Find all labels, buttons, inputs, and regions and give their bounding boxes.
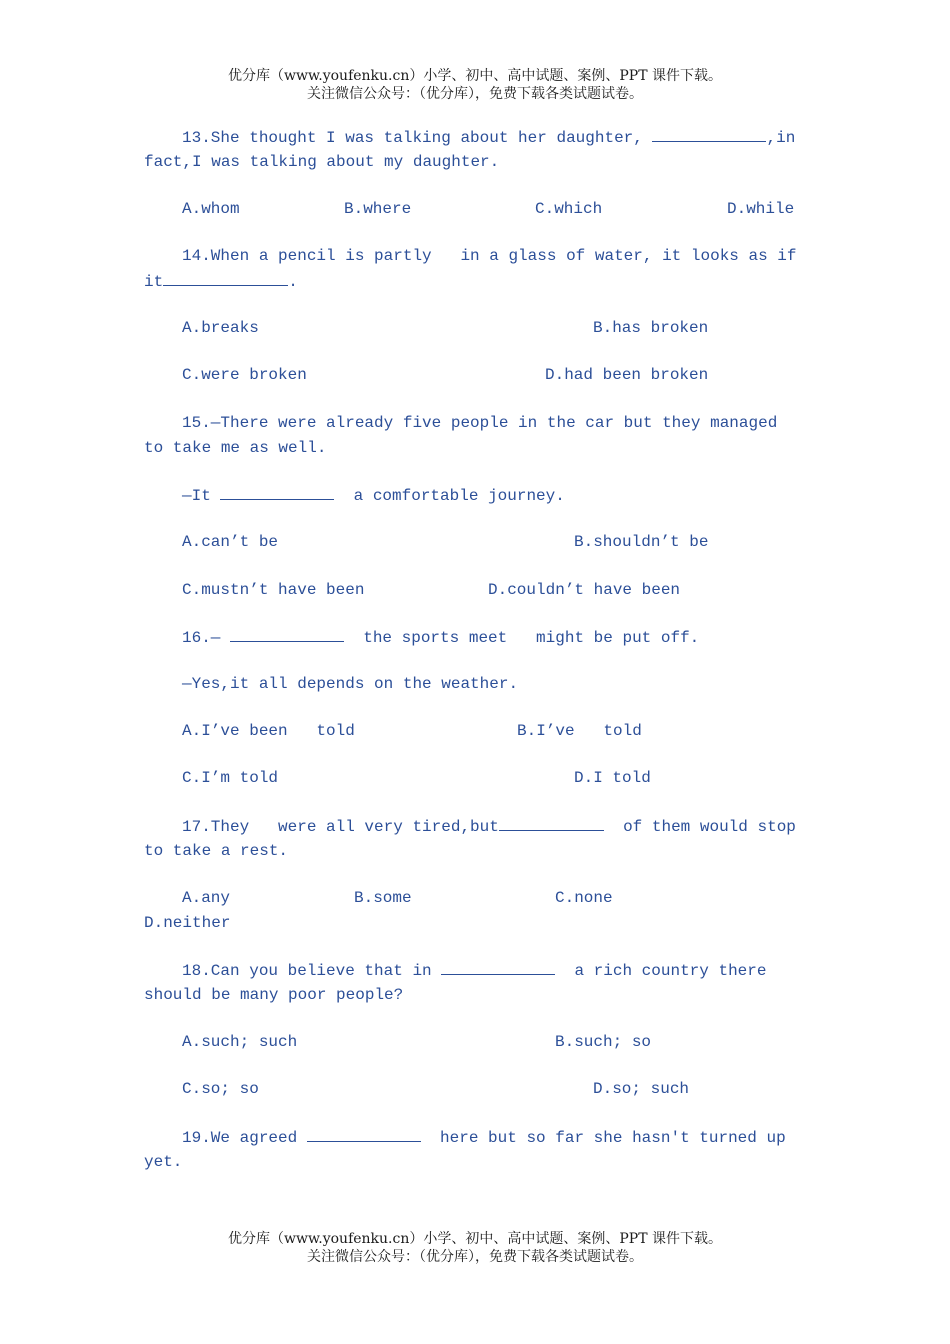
question-14-stem-start: it [144,273,164,291]
question-19-stem-line-2: yet. [144,1153,183,1171]
question-14-option-d: D.had been broken [545,366,709,384]
question-18-option-a: A.such; such [182,1033,298,1051]
question-13-option-c: C.which [535,200,603,218]
question-15-stem-line-1: 15.—There were already five people in the car but they managed [182,414,778,432]
header-line-1: 优分库（www.youfenku.cn）小学、初中、高中试题、案例、PPT 课件下载。 [227,68,722,84]
question-18-option-c: C.so; so [182,1080,259,1098]
question-14-stem-end: . [288,273,298,291]
question-15-option-c: C.mustn’t have been [182,581,365,599]
question-15-stem-line-2: to take me as well. [144,439,327,457]
answer-blank [230,627,344,642]
question-16-option-b: B.I’ve told [517,722,642,740]
question-13-stem-end: ,in [766,129,796,147]
question-16-stem [182,627,699,648]
question-15-option-b: B.shouldn’t be [574,533,709,551]
question-15-reply-start: —It [182,487,221,505]
question-14-stem-line-1: 14.When a pencil is partly in a glass of water, it looks as if [182,247,797,265]
question-16-option-a: A.I’ve been told [182,722,355,740]
question-19-stem-line-1 [182,1127,786,1148]
question-15-reply-end: a comfortable journey. [334,487,565,505]
question-19-stem-end: here but so far she hasn't turned up [420,1129,786,1147]
question-18-stem-line-1 [182,960,766,981]
question-16-reply: —Yes,it all depends on the weather. [182,675,519,693]
question-17-option-d: D.neither [144,914,231,932]
question-16-stem-start: 16.— [182,629,231,647]
question-13-stem-line-1 [182,127,795,148]
question-15-option-d: D.couldn’t have been [488,581,681,599]
question-14-option-b: B.has broken [593,319,709,337]
question-14-option-a: A.breaks [182,319,259,337]
footer-line-1: 优分库（www.youfenku.cn）小学、初中、高中试题、案例、PPT 课件下载。 [227,1231,722,1247]
question-13-stem-line-2: fact,I was talking about my daughter. [144,153,500,171]
question-16-option-c: C.I’m told [182,769,279,787]
question-18-stem-start: 18.Can you believe that in [182,962,442,980]
answer-blank [307,1127,421,1142]
question-16-stem-end: the sports meet might be put off. [344,629,700,647]
question-15-option-a: A.can’t be [182,533,279,551]
question-19-stem-start: 19.We agreed [182,1129,307,1147]
answer-blank [220,485,334,500]
question-13-option-d: D.while [727,200,795,218]
question-13-option-a: A.whom [182,200,240,218]
header-line-2: 关注微信公众号：（优分库），免费下载各类试题试卷。 [307,86,643,102]
footer-line-2: 关注微信公众号：（优分库），免费下载各类试题试卷。 [307,1249,643,1265]
answer-blank [652,127,766,142]
question-17-option-a: A.any [182,889,231,907]
answer-blank [441,960,555,975]
question-13-option-b: B.where [344,200,412,218]
question-14-option-c: C.were broken [182,366,307,384]
question-14-stem-line-2 [144,271,298,292]
answer-blank [499,816,604,831]
question-13-stem-start: 13.She thought I was talking about her daughter, [182,129,653,147]
answer-blank [163,271,288,286]
question-17-stem-line-1 [182,816,796,837]
question-18-stem-line-2: should be many poor people? [144,986,404,1004]
question-15-reply [182,485,565,506]
question-17-stem-start: 17.They were all very tired,but [182,818,499,836]
question-17-stem-end: of them would stop [603,818,796,836]
question-17-stem-line-2: to take a rest. [144,842,289,860]
question-17-option-b: B.some [354,889,412,907]
question-18-option-b: B.such; so [555,1033,652,1051]
question-16-option-d: D.I told [574,769,651,787]
question-17-option-c: C.none [555,889,613,907]
question-18-option-d: D.so; such [593,1080,690,1098]
question-18-stem-end: a rich country there [555,962,767,980]
